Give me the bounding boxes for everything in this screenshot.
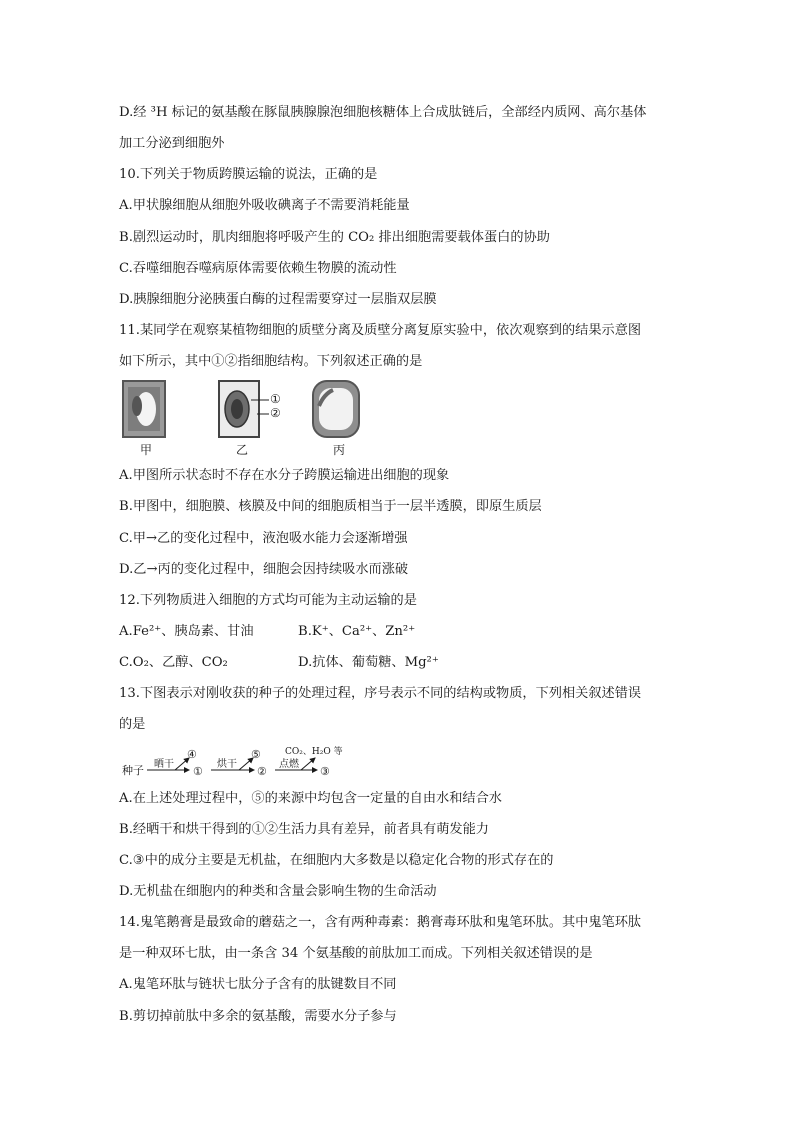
q10-option-a: A.甲状腺细胞从细胞外吸收碘离子不需要消耗能量 (119, 198, 410, 213)
q9-option-d-line2: 加工分泌到细胞外 (119, 136, 225, 151)
flow-product-3: ③ (320, 765, 330, 778)
q11-option-c: C.甲→乙的变化过程中，液泡吸水能力会逐渐增强 (119, 531, 408, 546)
q14-option-b: B.剪切掉前肽中多余的氨基酸，需要水分子参与 (119, 1009, 397, 1024)
q9-option-d-line1: D.经 ³H 标记的氨基酸在豚鼠胰腺腺泡细胞核糖体上合成肽链后，全部经内质网、高尔基体 (119, 105, 647, 120)
flow-step-oven-dry: 烘干 (217, 759, 237, 770)
q10-option-c: C.吞噬细胞吞噬病原体需要依赖生物膜的流动性 (119, 261, 397, 276)
q13-stem-line1: 13.下图表示对刚收获的种子的处理过程，序号表示不同的结构或物质，下列相关叙述错误 (119, 686, 642, 701)
q10-stem: 10.下列关于物质跨膜运输的说法，正确的是 (119, 167, 378, 182)
q11-stem-line2: 如下所示，其中①②指细胞结构。下列叙述正确的是 (119, 354, 423, 369)
q13-option-a: A.在上述处理过程中，⑤的来源中均包含一定量的自由水和结合水 (119, 791, 502, 806)
structure-marker-2: ② (270, 406, 281, 420)
q10-option-b: B.剧烈运动时，肌肉细胞将呼吸产生的 CO₂ 排出细胞需要载体蛋白的协助 (119, 230, 550, 245)
flow-step-sun-dry: 晒干 (154, 759, 174, 770)
q11-option-d: D.乙→丙的变化过程中，细胞会因持续吸水而涨破 (119, 562, 409, 577)
q11-option-a: A.甲图所示状态时不存在水分子跨膜运输进出细胞的现象 (119, 468, 450, 483)
q13-stem-line2: 的是 (119, 717, 146, 732)
flow-output-5: ⑤ (251, 748, 261, 761)
structure-marker-1: ① (270, 392, 281, 406)
q12-stem: 12.下列物质进入细胞的方式均可能为主动运输的是 (119, 593, 417, 608)
flow-product-1: ① (193, 765, 203, 778)
cell-label-bing: 丙 (333, 443, 346, 457)
q12-option-d: D.抗体、葡萄糖、Mg²⁺ (298, 655, 439, 670)
q14-stem-line2: 是一种双环七肽，由一条含 34 个氨基酸的前肽加工而成。下列相关叙述错误的是 (119, 946, 593, 961)
cell-label-jia: 甲 (140, 443, 153, 457)
cell-jia (123, 381, 165, 437)
q11-stem-line1: 11.某同学在观察某植物细胞的质壁分离及质壁分离复原实验中，依次观察到的结果示意图 (119, 323, 642, 338)
q11-option-b: B.甲图中，细胞膜、核膜及中间的细胞质相当于一层半透膜，即原生质层 (119, 499, 542, 514)
q12-option-a: A.Fe²⁺、胰岛素、甘油 (119, 624, 254, 639)
q12-option-b: B.K⁺、Ca²⁺、Zn²⁺ (298, 624, 416, 639)
flow-output-4: ④ (187, 748, 197, 761)
q13-option-c: C.③中的成分主要是无机盐，在细胞内大多数是以稳定化合物的形式存在的 (119, 853, 554, 868)
cell-label-yi: 乙 (236, 443, 249, 457)
q14-stem-line1: 14.鬼笔鹅膏是最致命的蘑菇之一，含有两种毒素：鹅膏毒环肽和鬼笔环肽。其中鬼笔环肽 (119, 915, 642, 930)
flow-product-2: ② (257, 765, 267, 778)
q12-option-c: C.O₂、乙醇、CO₂ (119, 655, 228, 670)
q14-option-a: A.鬼笔环肽与链状七肽分子含有的肽键数目不同 (119, 977, 397, 992)
q13-seed-process-diagram (119, 744, 379, 784)
cell-bing (313, 381, 359, 437)
q13-option-d: D.无机盐在细胞内的种类和含量会影响生物的生命活动 (119, 884, 437, 899)
q13-option-b: B.经晒干和烘干得到的①②生活力具有差异，前者具有萌发能力 (119, 822, 489, 837)
flow-output-gas: CO₂、H₂O 等 (285, 747, 343, 757)
cell-yi (219, 381, 269, 437)
flow-seed: 种子 (122, 764, 144, 777)
flow-step-ignite: 点燃 (279, 759, 299, 770)
q10-option-d: D.胰腺细胞分泌胰蛋白酶的过程需要穿过一层脂双层膜 (119, 292, 437, 307)
